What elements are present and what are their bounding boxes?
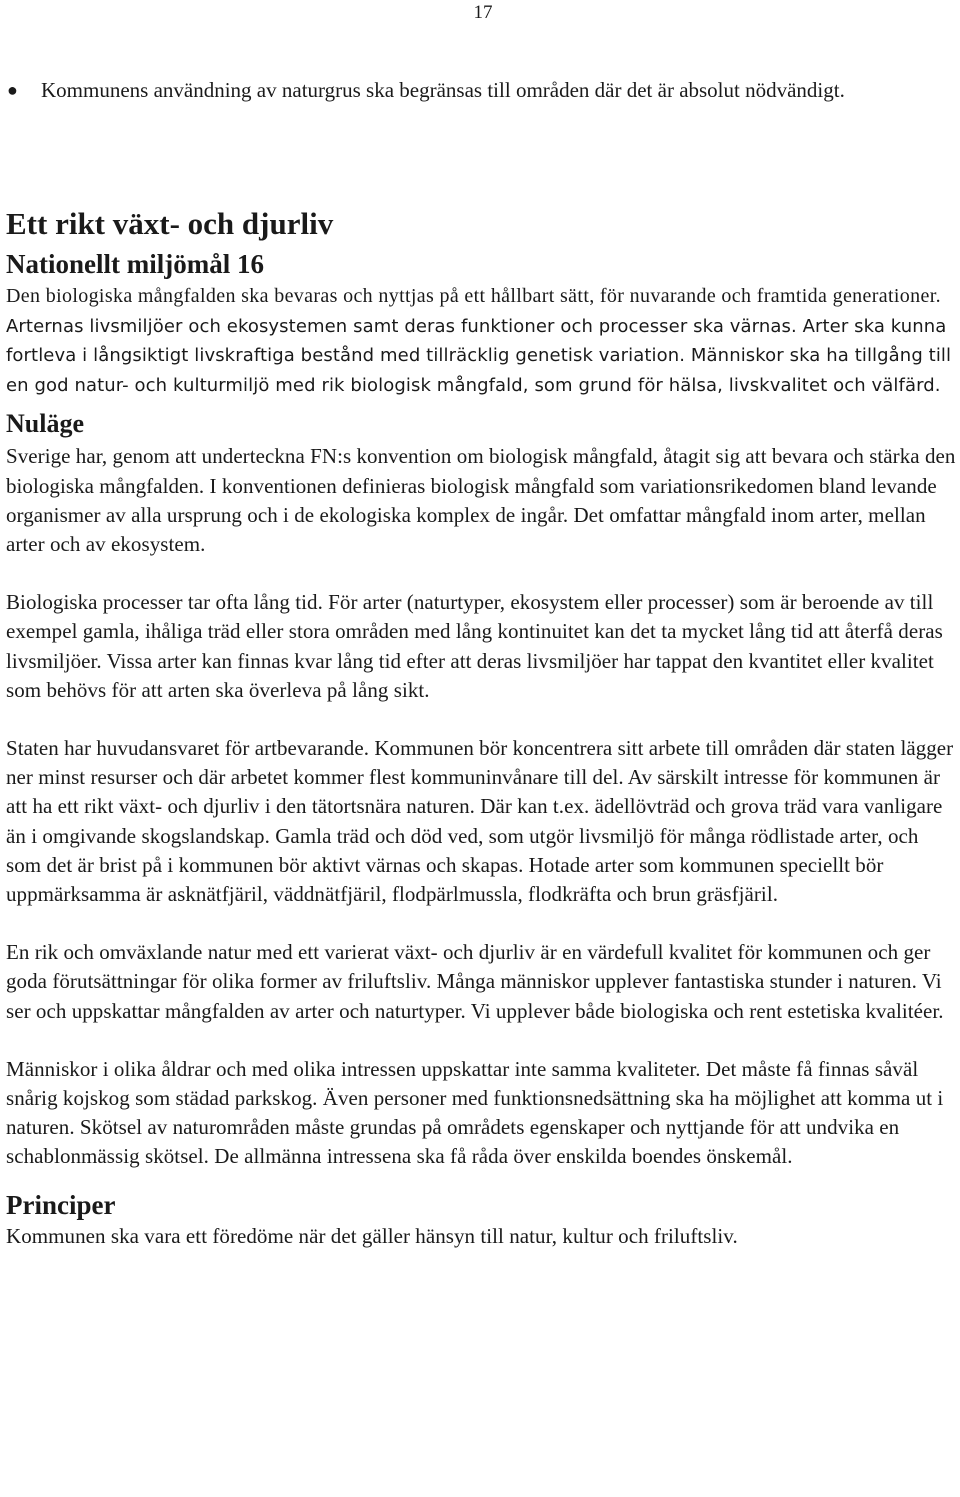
- goal-text-sans: Arternas livsmiljöer och ekosystemen samt deras funktioner och processer ska värnas. Arter ska kunna fortleva i långsiktigt livskraftiga bestånd med tillräcklig genetisk variation. Människor ska ha tillgång till en god natur- och kulturmiljö med rik biologisk mångfald, som grund för hälsa, livskvalitet och välfärd.: [6, 315, 952, 396]
- principer-text: Kommunen ska vara ett föredöme när det gäller hänsyn till natur, kultur och friluftsliv.: [6, 1223, 738, 1248]
- goal-description: [6, 282, 958, 400]
- bullet-icon: ●: [7, 80, 18, 100]
- paragraph: Sverige har, genom att underteckna FN:s konvention om biologisk mångfald, åtagit sig att bevara och stärka den biologiska mångfalden. I konventionen definieras biologisk mångfald som variationsrikedomen bland levande organismer av alla ursprung och i de ekologiska komplex de ingår. Det omfattar mångfald inom arter, mellan arter och av ekosystem.: [6, 444, 956, 556]
- goal-text-serif: Den biologiska mångfalden ska bevaras och nyttjas på ett hållbart sätt, för nuvarande och framtida generationer.: [6, 285, 941, 307]
- paragraph: Staten har huvudansvaret för artbevarande. Kommunen bör koncentrera sitt arbete till områden där staten lägger ner minst resurser och där arbetet kommer flest kommuninvånare till del. Av särskilt intresse för kommunen är att ha ett rikt växt- och djurliv i den tätortsnära naturen. Där kan t.ex. ädellövträd och grova träd vara vanligare än i omgivande skogslandskap. Gamla träd och död ved, som utgör livsmiljö för många rödlistade arter, och som det är brist på i kommunen bör aktivt värnas och skapas. Hotade arter som kommunen speciellt bör uppmärksamma är asknätfjäril, väddnätfjäril, flodpärlmussla, flodkräfta och brun gräsfjäril.: [6, 736, 954, 907]
- goal-title: Nationellt miljömål 16: [6, 249, 264, 279]
- bullet-list-item: [0, 76, 960, 105]
- paragraph: Människor i olika åldrar och med olika intressen uppskattar inte samma kvaliteter. Det måste få finnas såväl snårig kojskog som städad parkskog. Även personer med funktionsnedsättning ska ha möjlighet att komma ut i naturen. Skötsel av naturområden måste grundas på områdets egenskaper och nyttjande för att undvika en schablonmässig skötsel. De allmänna intressena ska få råda över enskilda boendes önskemål.: [6, 1056, 944, 1169]
- bullet-text: Kommunens användning av naturgrus ska begränsas till områden där det är absolut nödvändigt.: [41, 78, 845, 102]
- principer-heading: Principer: [6, 1189, 116, 1220]
- main-content: [6, 202, 958, 1251]
- page-number: 17: [473, 2, 493, 23]
- paragraph: En rik och omväxlande natur med ett varierat växt- och djurliv är en värdefull kvalitet för kommunen och ger goda förutsättningar för olika former av friluftsliv. Många människor upplever fantastiska stunder i naturen. Vi ser och uppskattar mångfalden av arter och naturtyper. Vi upplever både biologiska och rent estetiska kvalitéer.: [6, 940, 944, 1023]
- nulage-heading: Nuläge: [6, 409, 84, 439]
- section-title: Ett rikt växt- och djurliv: [6, 206, 334, 241]
- paragraph: Biologiska processer tar ofta lång tid. För arter (naturtyper, ekosystem eller processer) som är beroende av till exempel gamla, ihåliga träd eller stora områden med lång kontinuitet kan det ta mycket lång tid att återfå deras livsmiljöer. Vissa arter kan finnas kvar lång tid efter att deras livsmiljöer har tappat den kvantitet eller kvalitet som behövs för att arten ska överleva på lång sikt.: [6, 590, 943, 702]
